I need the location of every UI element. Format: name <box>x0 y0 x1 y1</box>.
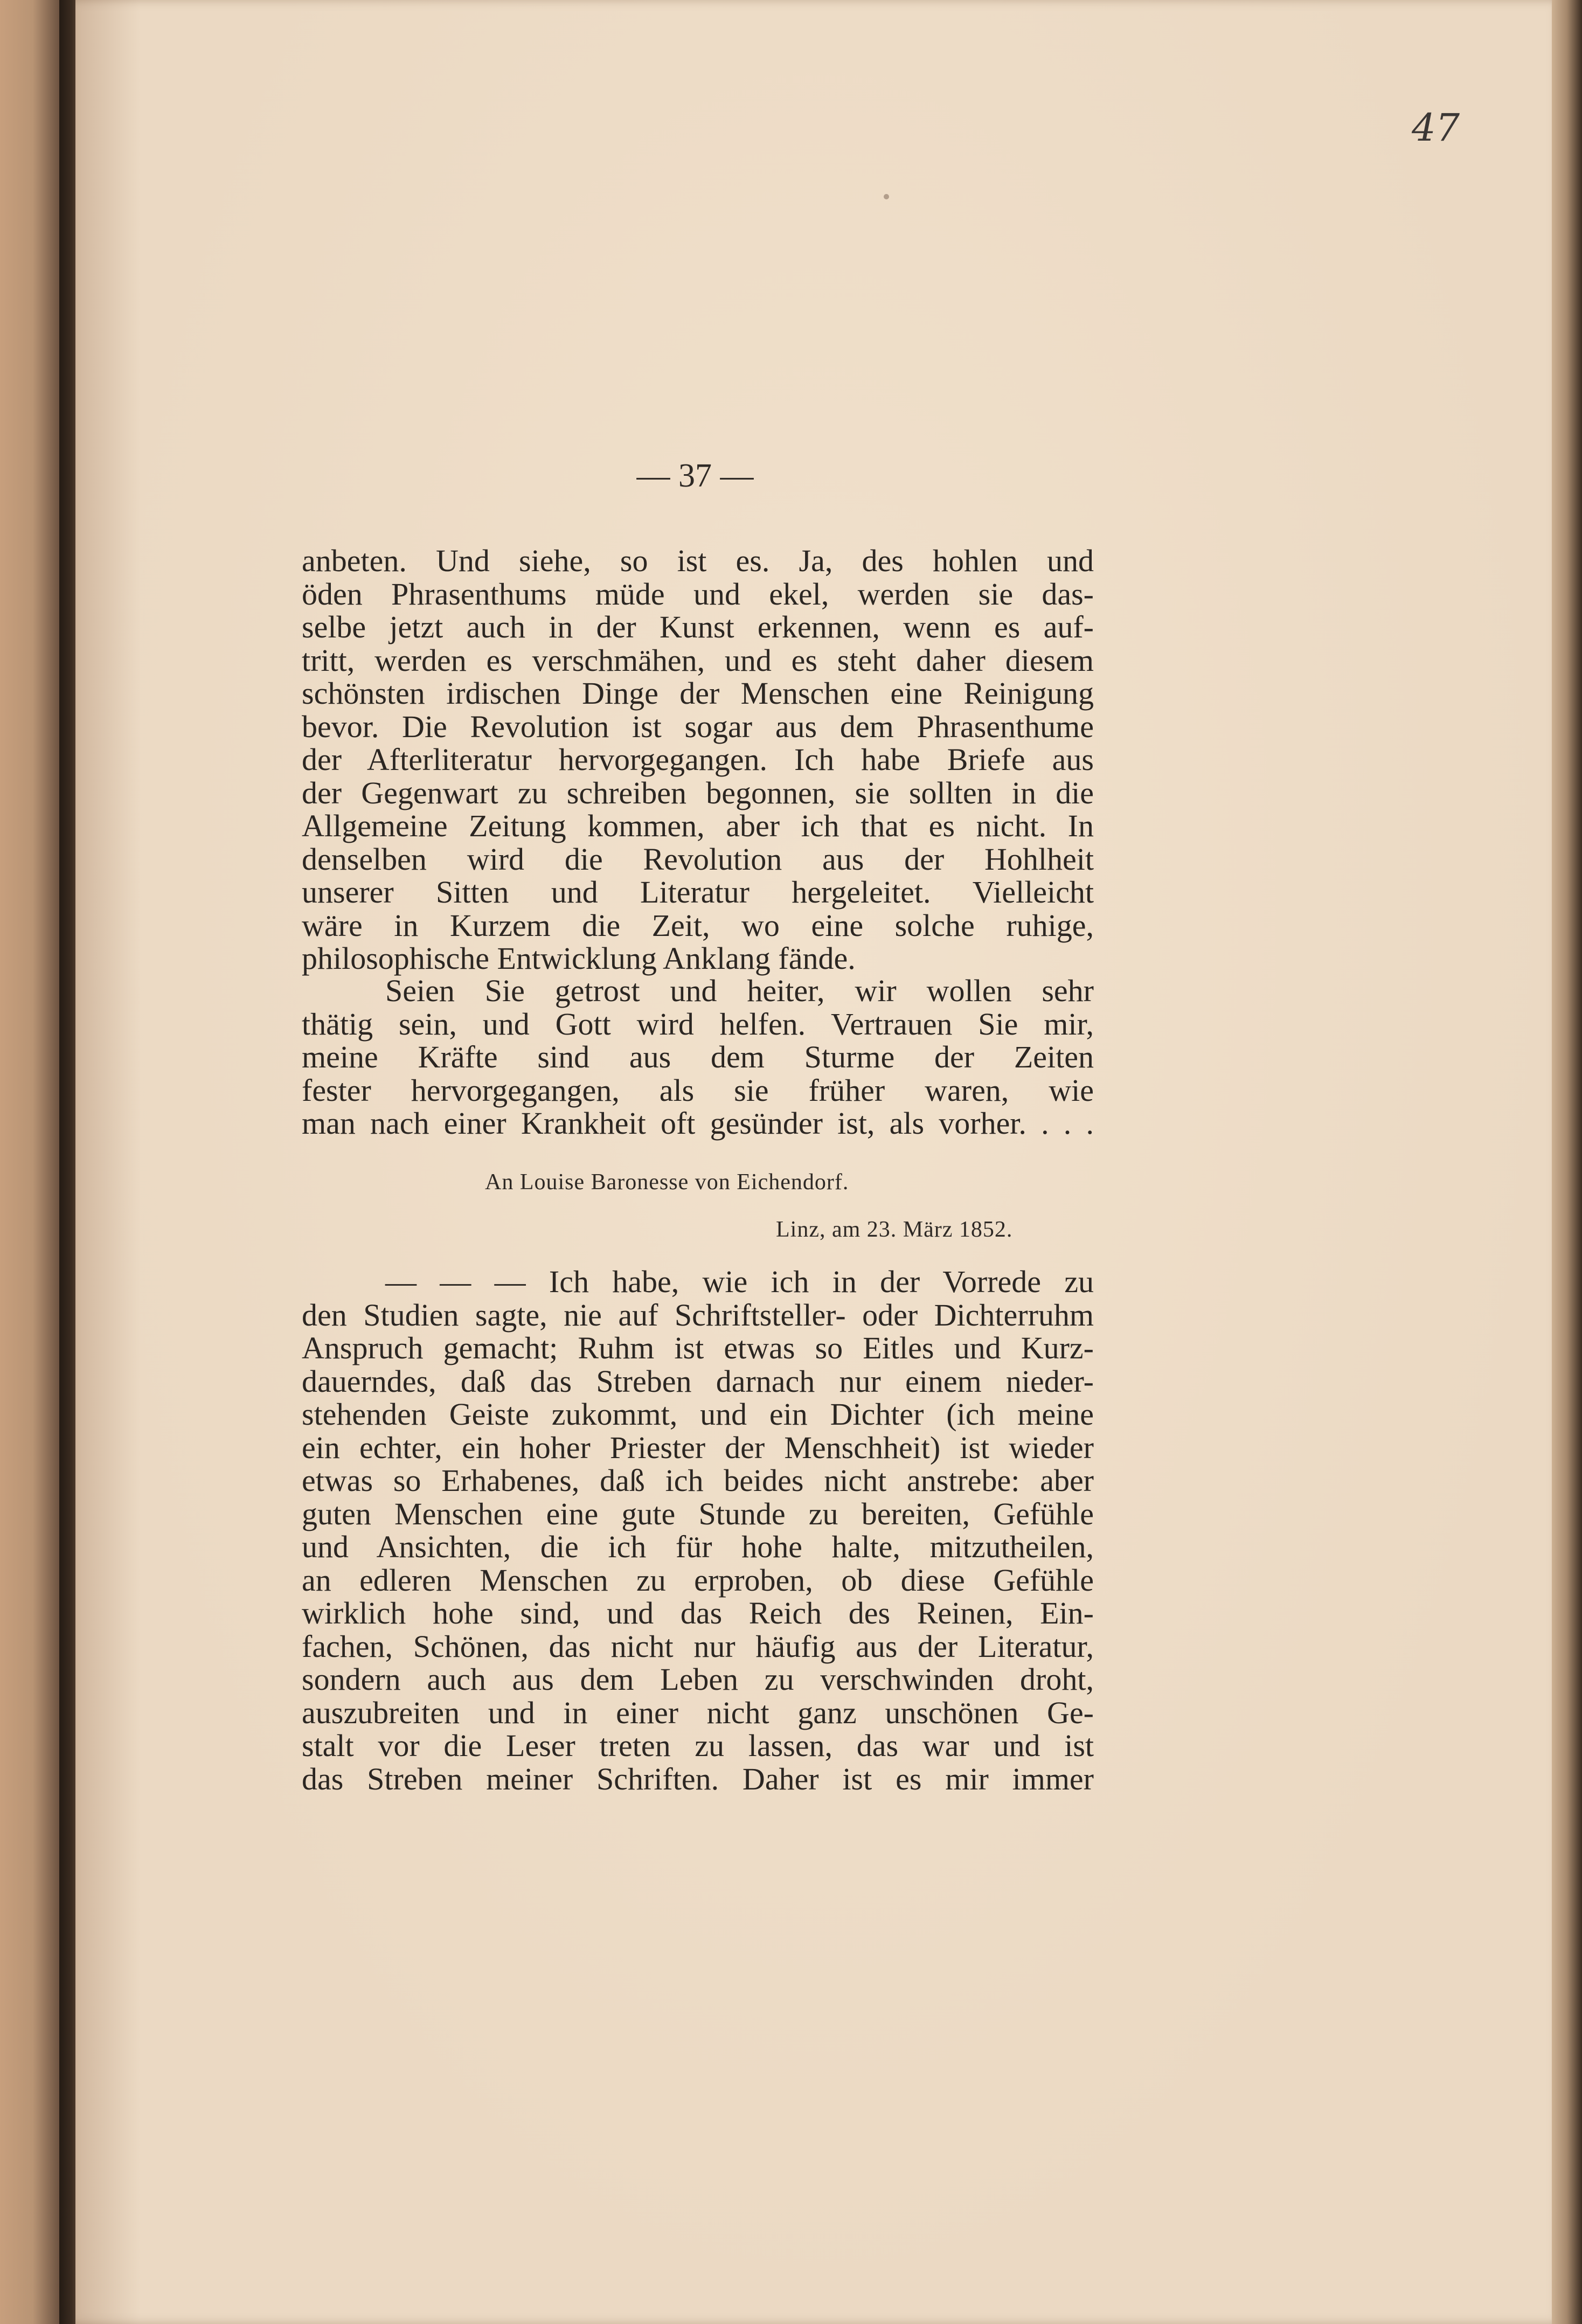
text-line: meine Kräfte sind aus dem Sturme der Zeiten <box>302 1039 1094 1074</box>
text-line: unserer Sitten und Literatur hergeleitet. Vielleicht <box>302 875 1094 910</box>
text-line: etwas so Erhabenes, daß ich beides nicht anstrebe: aber <box>302 1463 1094 1498</box>
text-line: — — — Ich habe, wie ich in der Vorrede zu <box>385 1264 1094 1299</box>
text-line: wirklich hohe sind, und das Reich des Reinen, Ein- <box>302 1595 1094 1631</box>
paper-spot <box>884 194 889 199</box>
text-line: auszubreiten und in einer nicht ganz unschönen Ge- <box>302 1695 1094 1730</box>
text-line: denselben wird die Revolution aus der Hohlheit <box>302 841 1094 877</box>
text-line: anbeten. Und siehe, so ist es. Ja, des hohlen und <box>302 543 1094 578</box>
text-line: stehenden Geiste zukommt, und ein Dichter (ich meine <box>302 1397 1094 1432</box>
text-line: Seien Sie getrost und heiter, wir wollen sehr <box>385 973 1094 1008</box>
text-line: der Gegenwart zu schreiben begonnen, sie sollten in die <box>302 775 1094 810</box>
text-line: tritt, werden es verschmähen, und es steht daher diesem <box>302 642 1094 678</box>
text-line: fachen, Schönen, das nicht nur häufig aus der Literatur, <box>302 1628 1094 1664</box>
text-line: man nach einer Krankheit oft gesünder ist, als vorher. . . . <box>302 1106 1094 1141</box>
text-line: das Streben meiner Schriften. Daher ist es mir immer <box>302 1761 1094 1796</box>
text-line: fester hervorgegangen, als sie früher waren, wie <box>302 1072 1094 1108</box>
text-line: dauerndes, daß das Streben darnach nur einem nieder- <box>302 1363 1094 1399</box>
text-line: ein echter, ein hoher Priester der Menschheit) ist wieder <box>302 1430 1094 1465</box>
text-line: bevor. Die Revolution ist sogar aus dem Phrasenthume <box>302 709 1094 744</box>
text-line: und Ansichten, die ich für hohe halte, mitzutheilen, <box>302 1529 1094 1564</box>
text-line: öden Phrasenthums müde und ekel, werden sie das- <box>302 576 1094 612</box>
text-line: thätig sein, und Gott wird helfen. Vertrauen Sie mir, <box>302 1006 1094 1042</box>
letter-dateline: Linz, am 23. März 1852. <box>776 1217 1013 1242</box>
text-line: guten Menschen eine gute Stunde zu bereiten, Gefühle <box>302 1496 1094 1531</box>
left-page-edge <box>0 0 59 2324</box>
text-line: an edleren Menschen zu erproben, ob diese Gefühle <box>302 1562 1094 1598</box>
text-line: sondern auch aus dem Leben zu verschwinden droht, <box>302 1662 1094 1697</box>
text-line: schönsten irdischen Dinge der Menschen eine Reinigung <box>302 676 1094 711</box>
page-number: — 37 — <box>636 457 754 494</box>
text-line: philosophische Entwicklung Anklang fände. <box>302 941 856 976</box>
text-line: selbe jetzt auch in der Kunst erkennen, wenn es auf- <box>302 609 1094 644</box>
book-page <box>75 0 1563 2324</box>
right-page-edge <box>1552 0 1582 2324</box>
paragraph-2 <box>302 974 1094 1140</box>
handwritten-folio-number: 47 <box>1412 106 1460 150</box>
text-line: stalt vor die Leser treten zu lassen, das war und ist <box>302 1728 1094 1763</box>
text-line: der Afterliteratur hervorgegangen. Ich habe Briefe aus <box>302 742 1094 777</box>
text-line: den Studien sagte, nie auf Schriftsteller- oder Dichterruhm <box>302 1297 1094 1333</box>
text-line: Anspruch gemacht; Ruhm ist etwas so Eitles und Kurz- <box>302 1330 1094 1365</box>
paragraph-3 <box>302 1265 1094 1795</box>
text-line: wäre in Kurzem die Zeit, wo eine solche ruhige, <box>302 907 1094 943</box>
letter-recipient: An Louise Baronesse von Eichendorf. <box>485 1170 849 1195</box>
text-line: Allgemeine Zeitung kommen, aber ich that es nicht. In <box>302 808 1094 843</box>
paragraph-1 <box>302 544 1094 975</box>
